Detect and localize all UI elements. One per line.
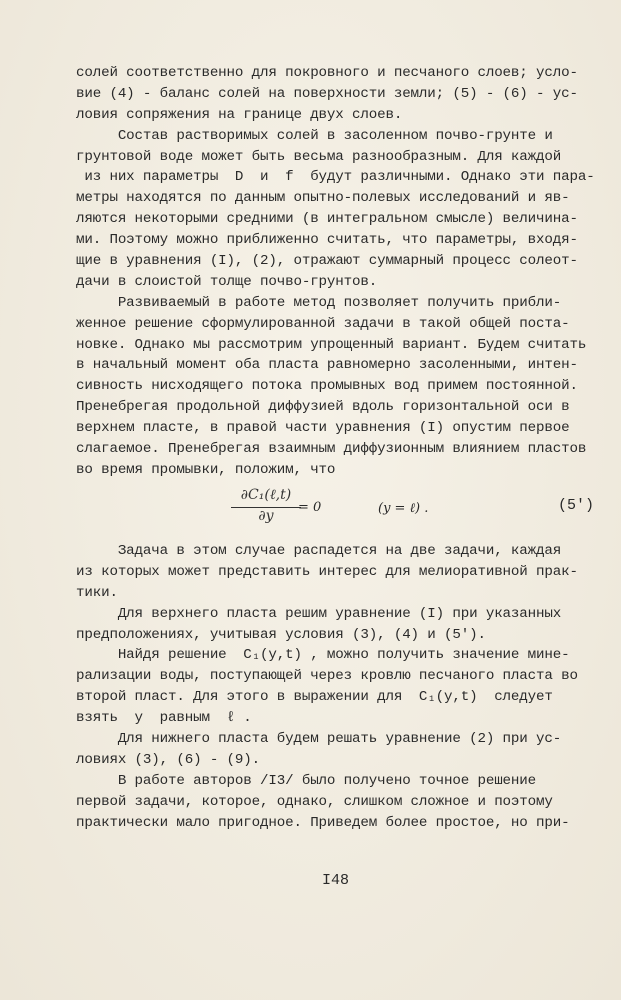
text-line: из них параметры D и f будут различными. Однако эти пара-: [76, 169, 595, 186]
text-line: В работе авторов /I3/ было получено точное решение: [76, 772, 537, 789]
page-number: I48: [322, 872, 350, 889]
text-line: Состав растворимых солей в засоленном почво-грунте и: [76, 127, 553, 144]
text-line: верхнем пласте, в правой части уравнения (I) опустим первое: [76, 420, 570, 437]
text-line: из которых может представить интерес для мелиоративной прак-: [76, 563, 578, 580]
text-line: грунтовой воде может быть весьма разнообразным. Для каждой: [76, 148, 562, 165]
text-line: первой задачи, которое, однако, слишком сложное и поэтому: [76, 793, 553, 810]
formula-numerator: ∂C₁(ℓ,t): [240, 487, 292, 503]
text-line: щие в уравнения (I), (2), отражают суммарный процесс солеот-: [76, 253, 578, 270]
text-line: во время промывки, положим, что: [76, 461, 336, 478]
text-line: дачи в слоистой толще почво-грунтов.: [76, 273, 378, 290]
body-text-bottom: [76, 541, 591, 833]
text-line: вие (4) - баланс солей на поверхности земли; (5) - (6) - ус-: [76, 85, 578, 102]
equation-number: (5'): [558, 497, 595, 514]
text-line: тики.: [76, 584, 118, 601]
text-line: в начальный момент оба пласта равномерно засоленными, интен-: [76, 357, 578, 374]
fraction: [226, 487, 306, 526]
text-line: метры находятся по данным опытно-полевых исследований и яв-: [76, 190, 570, 207]
text-line: новке. Однако мы рассмотрим упрощенный вариант. Будем считать: [76, 336, 587, 353]
text-line: слагаемое. Пренебрегая взаимным диффузионным влиянием пластов: [76, 441, 587, 458]
text-line: ляются некоторыми средними (в интегральном смысле) величина-: [76, 211, 578, 228]
formula-denominator: ∂y: [258, 508, 274, 524]
text-line: Для нижнего пласта будем решать уравнение (2) при ус-: [76, 731, 562, 748]
text-line: женное решение сформулированной задачи в такой общей поста-: [76, 315, 570, 332]
text-line: рализации воды, поступающей через кровлю песчаного пласта во: [76, 668, 578, 685]
text-line: практически мало пригодное. Приведем более простое, но при-: [76, 814, 570, 831]
text-line: солей соответственно для покровного и песчаного слоев; усло-: [76, 65, 578, 81]
text-line: Задача в этом случае распадется на две задачи, каждая: [76, 543, 562, 559]
text-line: Для верхнего пласта решим уравнение (I) при указанных: [76, 605, 562, 622]
formula-5-prime: [0, 487, 621, 535]
text-line: предположениях, учитывая условия (3), (4) и (5').: [76, 626, 486, 643]
text-line: взять y равным ℓ .: [76, 710, 252, 727]
text-line: ми. Поэтому можно приближенно считать, что параметры, входя-: [76, 232, 578, 249]
text-line: Найдя решение C₁(y,t) , можно получить значение мине-: [76, 647, 570, 664]
text-line: Развиваемый в работе метод позволяет получить прибли-: [76, 294, 562, 311]
text-line: ловиях (3), (6) - (9).: [76, 751, 261, 768]
text-line: сивность нисходящего потока промывных вод примем постоянной.: [76, 378, 578, 395]
formula-condition: (y = ℓ) .: [378, 501, 429, 516]
text-line: Пренебрегая продольной диффузией вдоль горизонтальной оси в: [76, 399, 570, 416]
body-text-top: [76, 63, 595, 481]
formula-equals: = 0: [298, 500, 322, 515]
text-line: второй пласт. Для этого в выражении для C₁(y,t) следует: [76, 689, 553, 706]
text-line: ловия сопряжения на границе двух слоев.: [76, 106, 403, 123]
